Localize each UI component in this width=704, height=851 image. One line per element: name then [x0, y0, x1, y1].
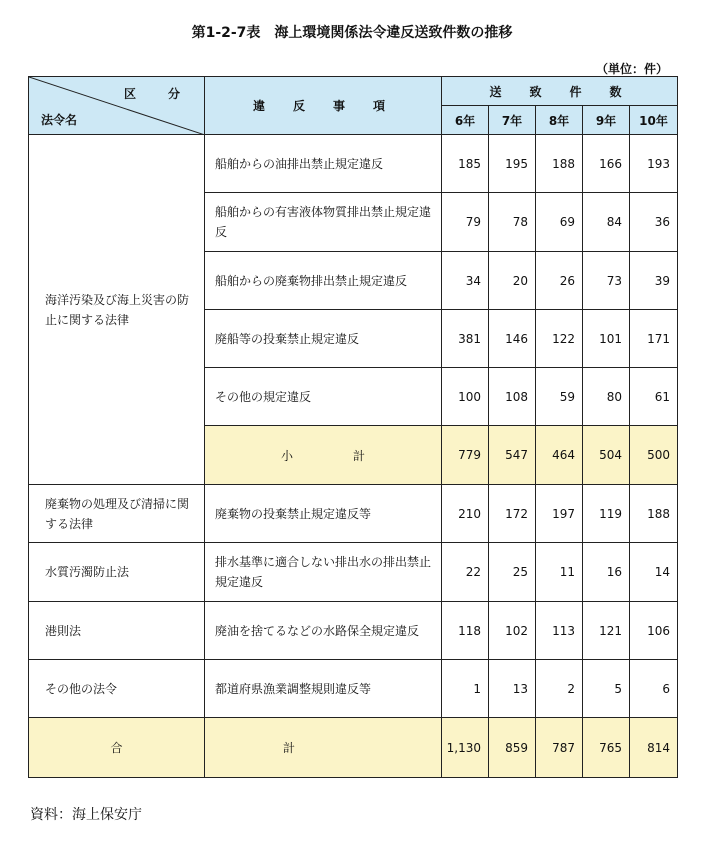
value-cell: 210: [442, 485, 489, 543]
value-cell: 381: [442, 310, 489, 368]
subtotal-value: 504: [583, 426, 630, 485]
value-cell: 122: [536, 310, 583, 368]
violation-cell: 廃油を捨てるなどの水路保全規定違反: [205, 602, 442, 660]
value-cell: 39: [630, 252, 678, 310]
law-name-cell: 廃棄物の処理及び清掃に関する法律: [29, 485, 205, 543]
header-violation: 違 反 事 項: [205, 77, 442, 135]
total-label-right: 計: [205, 718, 442, 778]
violation-cell: 船舶からの廃棄物排出禁止規定違反: [205, 252, 442, 310]
value-cell: 172: [489, 485, 536, 543]
table-row: [29, 543, 678, 602]
header-year: 10年: [630, 106, 678, 135]
value-cell: 1: [442, 660, 489, 718]
value-cell: 118: [442, 602, 489, 660]
value-cell: 188: [630, 485, 678, 543]
value-cell: 20: [489, 252, 536, 310]
value-cell: 34: [442, 252, 489, 310]
value-cell: 78: [489, 193, 536, 252]
total-value: 859: [489, 718, 536, 778]
total-value: 765: [583, 718, 630, 778]
violation-cell: 廃棄物の投棄禁止規定違反等: [205, 485, 442, 543]
table-row: [29, 660, 678, 718]
value-cell: 108: [489, 368, 536, 426]
violation-cell: 都道府県漁業調整規則違反等: [205, 660, 442, 718]
value-cell: 22: [442, 543, 489, 602]
unit-note: （単位：件）: [595, 62, 668, 76]
value-cell: 59: [536, 368, 583, 426]
value-cell: 11: [536, 543, 583, 602]
value-cell: 195: [489, 135, 536, 193]
violation-cell: 廃船等の投棄禁止規定違反: [205, 310, 442, 368]
value-cell: 121: [583, 602, 630, 660]
header-year: 9年: [583, 106, 630, 135]
value-cell: 166: [583, 135, 630, 193]
value-cell: 102: [489, 602, 536, 660]
value-cell: 61: [630, 368, 678, 426]
value-cell: 26: [536, 252, 583, 310]
subtotal-value: 547: [489, 426, 536, 485]
value-cell: 193: [630, 135, 678, 193]
value-cell: 106: [630, 602, 678, 660]
law-name-cell: その他の法令: [29, 660, 205, 718]
header-year: 6年: [442, 106, 489, 135]
header-category: 区 分: [123, 87, 190, 101]
law-name-cell: 港則法: [29, 602, 205, 660]
table-row: [29, 485, 678, 543]
total-row: [29, 718, 678, 778]
subtotal-value: 779: [442, 426, 489, 485]
value-cell: 73: [583, 252, 630, 310]
total-value: 1,130: [442, 718, 489, 778]
source-note: 資料：海上保安庁: [30, 807, 142, 823]
law-name-cell: 海洋汚染及び海上災害の防止に関する法律: [29, 135, 205, 485]
value-cell: 197: [536, 485, 583, 543]
value-cell: 146: [489, 310, 536, 368]
value-cell: 69: [536, 193, 583, 252]
value-cell: 185: [442, 135, 489, 193]
value-cell: 13: [489, 660, 536, 718]
header-year: 7年: [489, 106, 536, 135]
value-cell: 119: [583, 485, 630, 543]
law-name-cell: 水質汚濁防止法: [29, 543, 205, 602]
violation-cell: その他の規定違反: [205, 368, 442, 426]
value-cell: 25: [489, 543, 536, 602]
table-row: [29, 135, 678, 193]
violation-table: [28, 76, 678, 778]
violation-cell: 船舶からの有害液体物質排出禁止規定違反: [205, 193, 442, 252]
value-cell: 2: [536, 660, 583, 718]
header-year: 8年: [536, 106, 583, 135]
value-cell: 36: [630, 193, 678, 252]
subtotal-label: 小 計: [205, 426, 442, 485]
value-cell: 188: [536, 135, 583, 193]
total-value: 814: [630, 718, 678, 778]
value-cell: 6: [630, 660, 678, 718]
value-cell: 101: [583, 310, 630, 368]
value-cell: 5: [583, 660, 630, 718]
value-cell: 14: [630, 543, 678, 602]
violation-cell: 船舶からの油排出禁止規定違反: [205, 135, 442, 193]
value-cell: 80: [583, 368, 630, 426]
value-cell: 84: [583, 193, 630, 252]
value-cell: 171: [630, 310, 678, 368]
header-corner-cell: [29, 77, 205, 135]
value-cell: 113: [536, 602, 583, 660]
value-cell: 79: [442, 193, 489, 252]
subtotal-value: 464: [536, 426, 583, 485]
value-cell: 16: [583, 543, 630, 602]
header-cases: 送 致 件 数: [442, 77, 678, 106]
header-law-name: 法令名: [41, 113, 78, 127]
table-row: [29, 602, 678, 660]
table-title: 第1-2-7表 海上環境関係法令違反送致件数の推移: [191, 25, 513, 41]
subtotal-value: 500: [630, 426, 678, 485]
value-cell: 100: [442, 368, 489, 426]
total-value: 787: [536, 718, 583, 778]
total-label-left: 合: [29, 718, 205, 778]
violation-cell: 排水基準に適合しない排出水の排出禁止規定違反: [205, 543, 442, 602]
